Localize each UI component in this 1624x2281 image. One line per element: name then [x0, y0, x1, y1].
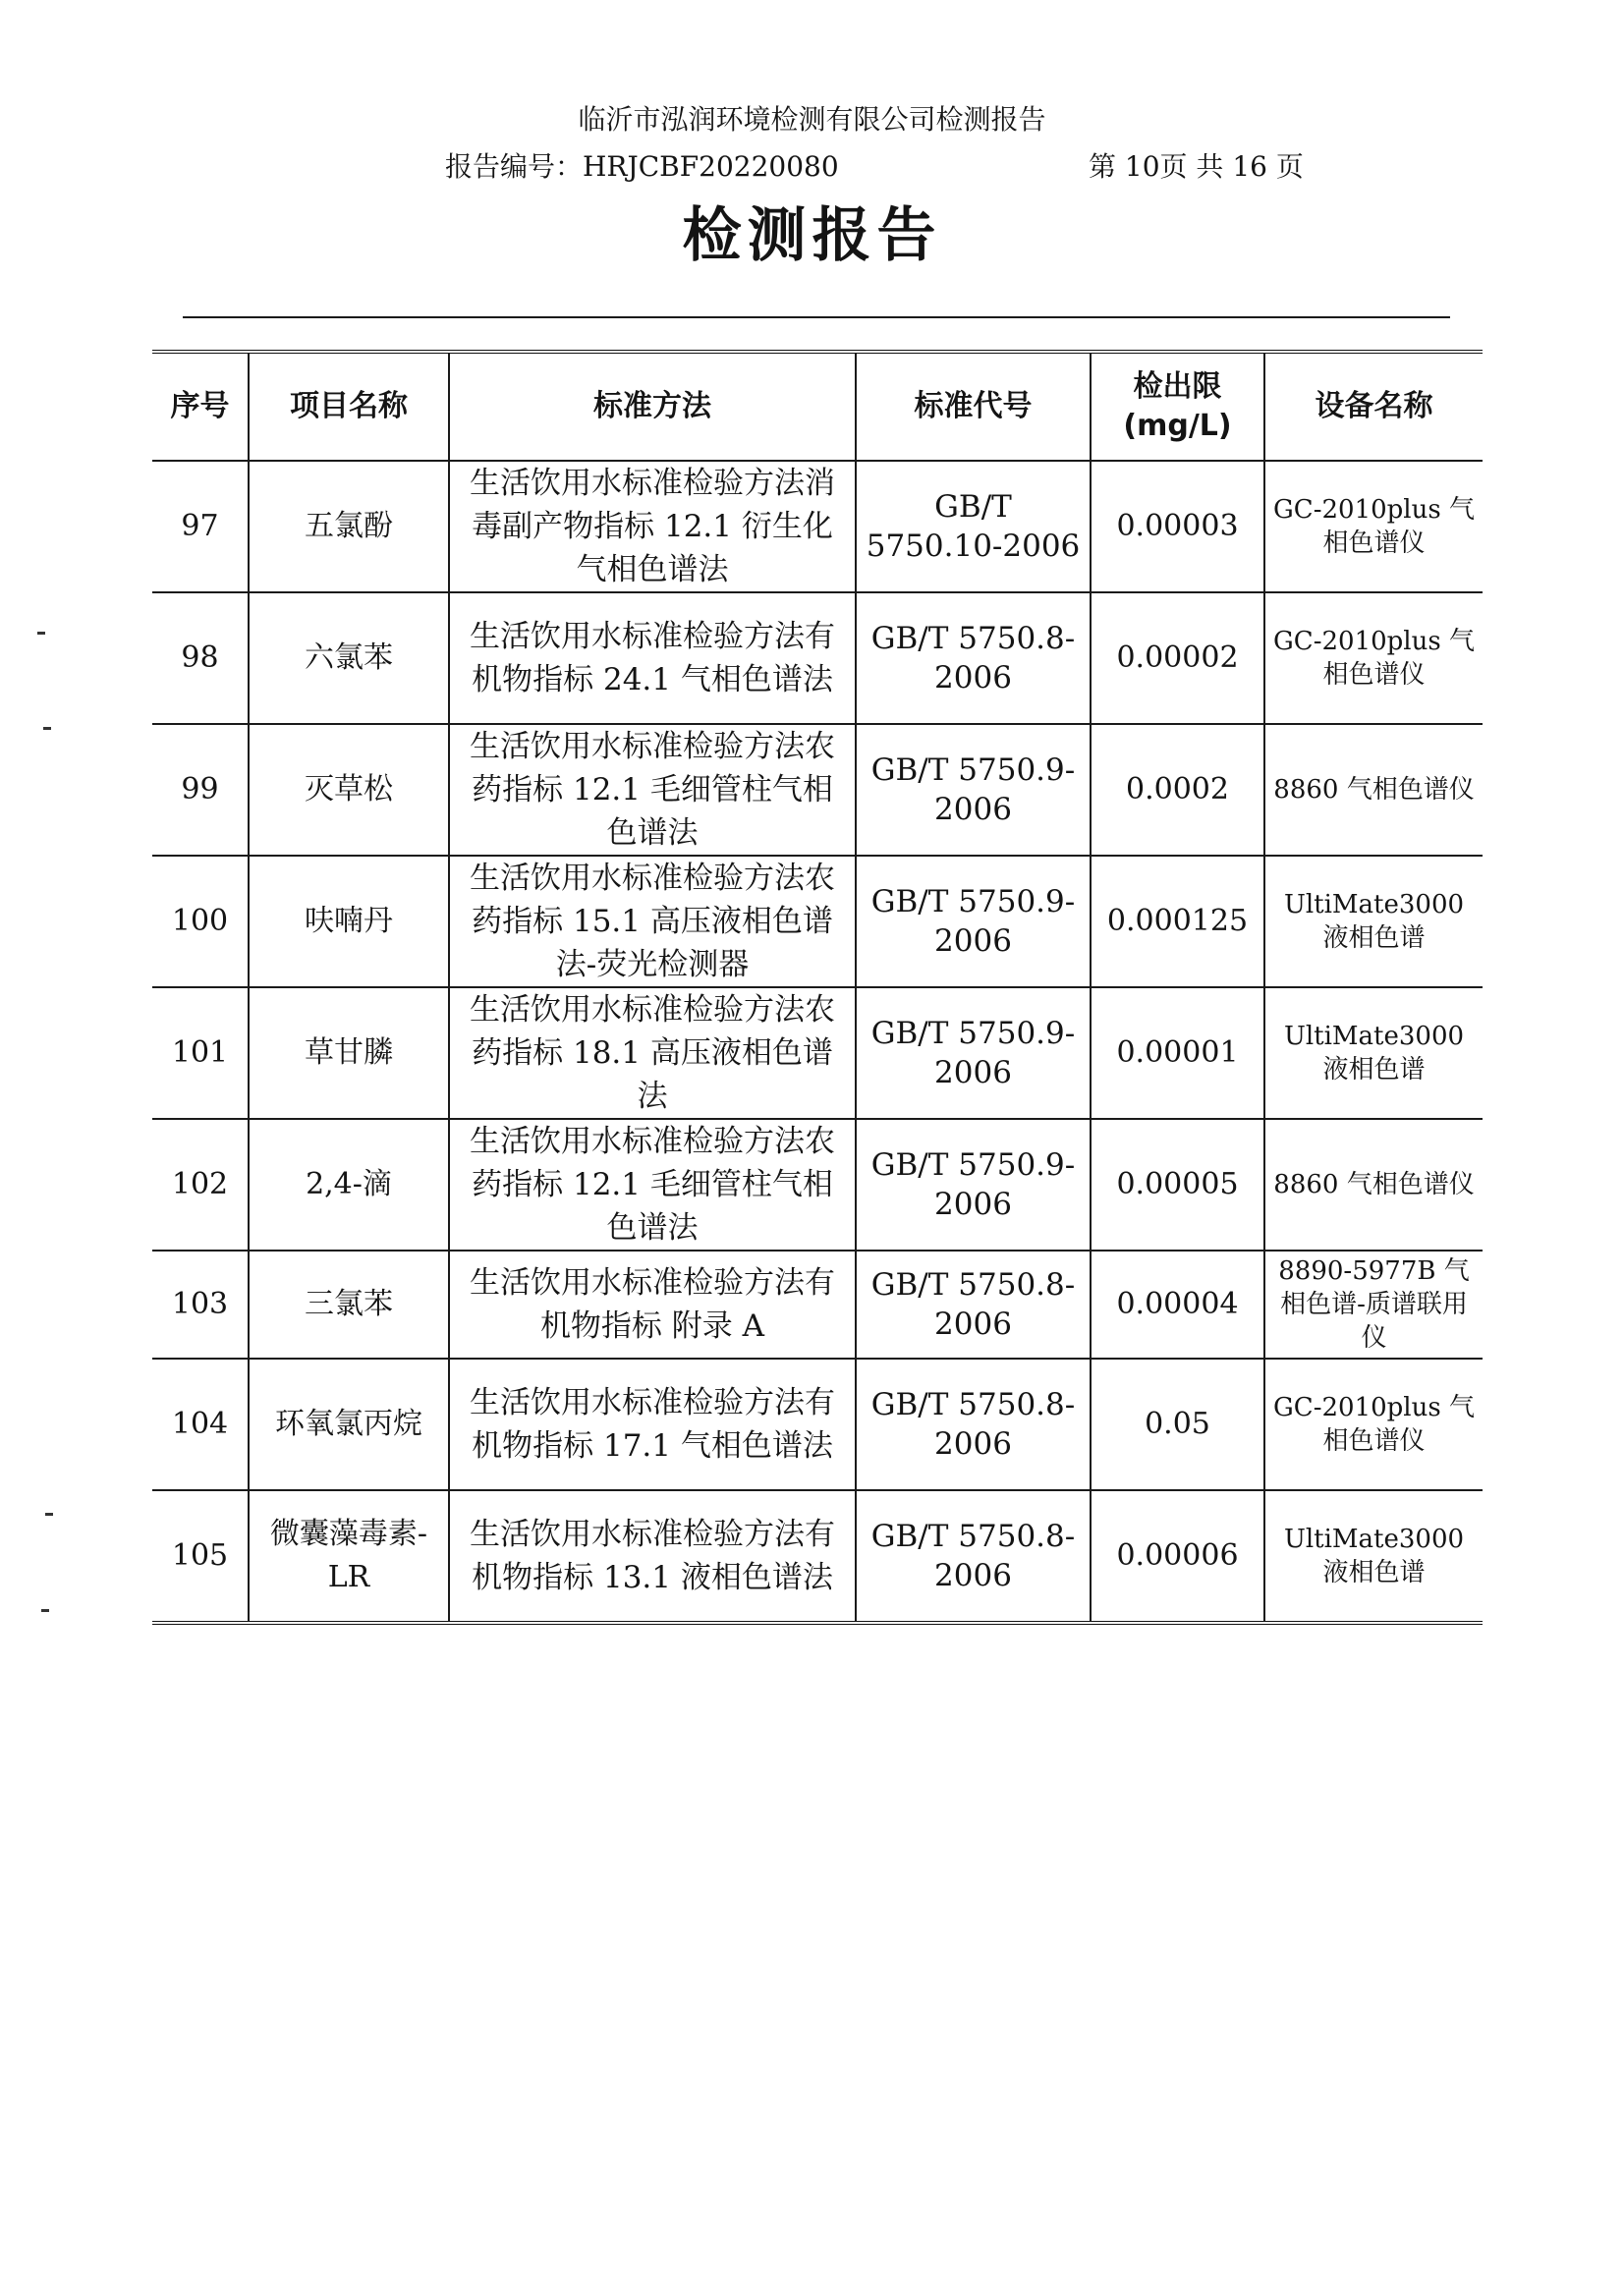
cell-method: 生活饮用水标准检验方法农药指标 12.1 毛细管柱气相色谱法 [449, 724, 856, 856]
table-header-row [152, 354, 1483, 461]
cell-code: GB/T 5750.8-2006 [856, 1490, 1091, 1621]
cell-no: 103 [152, 1251, 249, 1359]
cell-no: 99 [152, 724, 249, 856]
header-no: 序号 [152, 354, 249, 461]
header-limit [1091, 354, 1264, 461]
table-row [152, 1251, 1483, 1359]
cell-equipment: UltiMate3000 液相色谱 [1264, 1490, 1483, 1621]
cell-limit: 0.0002 [1091, 724, 1264, 856]
cell-limit: 0.00002 [1091, 592, 1264, 724]
cell-equipment: 8860 气相色谱仪 [1264, 1119, 1483, 1251]
table-row [152, 461, 1483, 592]
cell-limit: 0.00004 [1091, 1251, 1264, 1359]
table-row [152, 856, 1483, 987]
cell-method: 生活饮用水标准检验方法消毒副产物指标 12.1 衍生化气相色谱法 [449, 461, 856, 592]
cell-code: GB/T 5750.9-2006 [856, 1119, 1091, 1251]
cell-equipment: GC-2010plus 气相色谱仪 [1264, 461, 1483, 592]
cell-code: GB/T 5750.8-2006 [856, 1251, 1091, 1359]
cell-equipment: UltiMate3000 液相色谱 [1264, 987, 1483, 1119]
cell-item: 环氧氯丙烷 [249, 1359, 449, 1490]
report-number: 报告编号：HRJCBF20220080 [445, 150, 839, 183]
cell-equipment: 8890-5977B 气相色谱-质谱联用仪 [1264, 1251, 1483, 1359]
cell-equipment: GC-2010plus 气相色谱仪 [1264, 592, 1483, 724]
header-code: 标准代号 [856, 354, 1091, 461]
company-heading: 临沂市泓润环境检测有限公司检测报告 [578, 103, 1046, 136]
cell-no: 98 [152, 592, 249, 724]
cell-equipment: 8860 气相色谱仪 [1264, 724, 1483, 856]
cell-code: GB/T 5750.9-2006 [856, 724, 1091, 856]
cell-item: 六氯苯 [249, 592, 449, 724]
cell-code: GB/T 5750.8-2006 [856, 592, 1091, 724]
cell-method: 生活饮用水标准检验方法有机物指标 附录 A [449, 1251, 856, 1359]
table-row [152, 1119, 1483, 1251]
scan-mark [45, 1513, 53, 1516]
cell-item: 五氯酚 [249, 461, 449, 592]
page-title: 检测报告 [682, 201, 942, 270]
cell-equipment: UltiMate3000 液相色谱 [1264, 856, 1483, 987]
cell-item: 草甘膦 [249, 987, 449, 1119]
cell-item: 灭草松 [249, 724, 449, 856]
cell-no: 105 [152, 1490, 249, 1621]
cell-code: GB/T 5750.9-2006 [856, 856, 1091, 987]
cell-equipment: GC-2010plus 气相色谱仪 [1264, 1359, 1483, 1490]
cell-limit: 0.00006 [1091, 1490, 1264, 1621]
cell-item: 呋喃丹 [249, 856, 449, 987]
table-row [152, 724, 1483, 856]
scan-mark [37, 632, 45, 635]
cell-limit: 0.000125 [1091, 856, 1264, 987]
cell-item: 三氯苯 [249, 1251, 449, 1359]
table-row [152, 592, 1483, 724]
cell-item: 2,4-滴 [249, 1119, 449, 1251]
cell-limit: 0.00005 [1091, 1119, 1264, 1251]
cell-method: 生活饮用水标准检验方法有机物指标 13.1 液相色谱法 [449, 1490, 856, 1621]
cell-no: 102 [152, 1119, 249, 1251]
cell-limit: 0.05 [1091, 1359, 1264, 1490]
cell-no: 97 [152, 461, 249, 592]
cell-no: 100 [152, 856, 249, 987]
header-method: 标准方法 [449, 354, 856, 461]
cell-code: GB/T 5750.9-2006 [856, 987, 1091, 1119]
header-equipment: 设备名称 [1264, 354, 1483, 461]
page-indicator: 第 10页 共 16 页 [1089, 150, 1304, 183]
cell-item: 微囊藻毒素-LR [249, 1490, 449, 1621]
results-table-frame [152, 350, 1483, 1625]
scan-mark [43, 727, 51, 730]
table-body [152, 461, 1483, 1621]
header-item: 项目名称 [249, 354, 449, 461]
results-table [152, 354, 1483, 1621]
table-row [152, 1359, 1483, 1490]
cell-code: GB/T 5750.10-2006 [856, 461, 1091, 592]
cell-method: 生活饮用水标准检验方法农药指标 15.1 高压液相色谱法-荧光检测器 [449, 856, 856, 987]
cell-method: 生活饮用水标准检验方法有机物指标 17.1 气相色谱法 [449, 1359, 856, 1490]
header-limit-line1: 检出限 [1133, 369, 1222, 404]
cell-code: GB/T 5750.8-2006 [856, 1359, 1091, 1490]
cell-limit: 0.00001 [1091, 987, 1264, 1119]
cell-limit: 0.00003 [1091, 461, 1264, 592]
cell-no: 104 [152, 1359, 249, 1490]
scan-mark [41, 1609, 49, 1612]
table-row [152, 1490, 1483, 1621]
cell-method: 生活饮用水标准检验方法有机物指标 24.1 气相色谱法 [449, 592, 856, 724]
cell-method: 生活饮用水标准检验方法农药指标 12.1 毛细管柱气相色谱法 [449, 1119, 856, 1251]
cell-method: 生活饮用水标准检验方法农药指标 18.1 高压液相色谱法 [449, 987, 856, 1119]
table-row [152, 987, 1483, 1119]
title-divider [183, 316, 1450, 318]
header-limit-line2: (mg/L) [1123, 409, 1232, 443]
cell-no: 101 [152, 987, 249, 1119]
